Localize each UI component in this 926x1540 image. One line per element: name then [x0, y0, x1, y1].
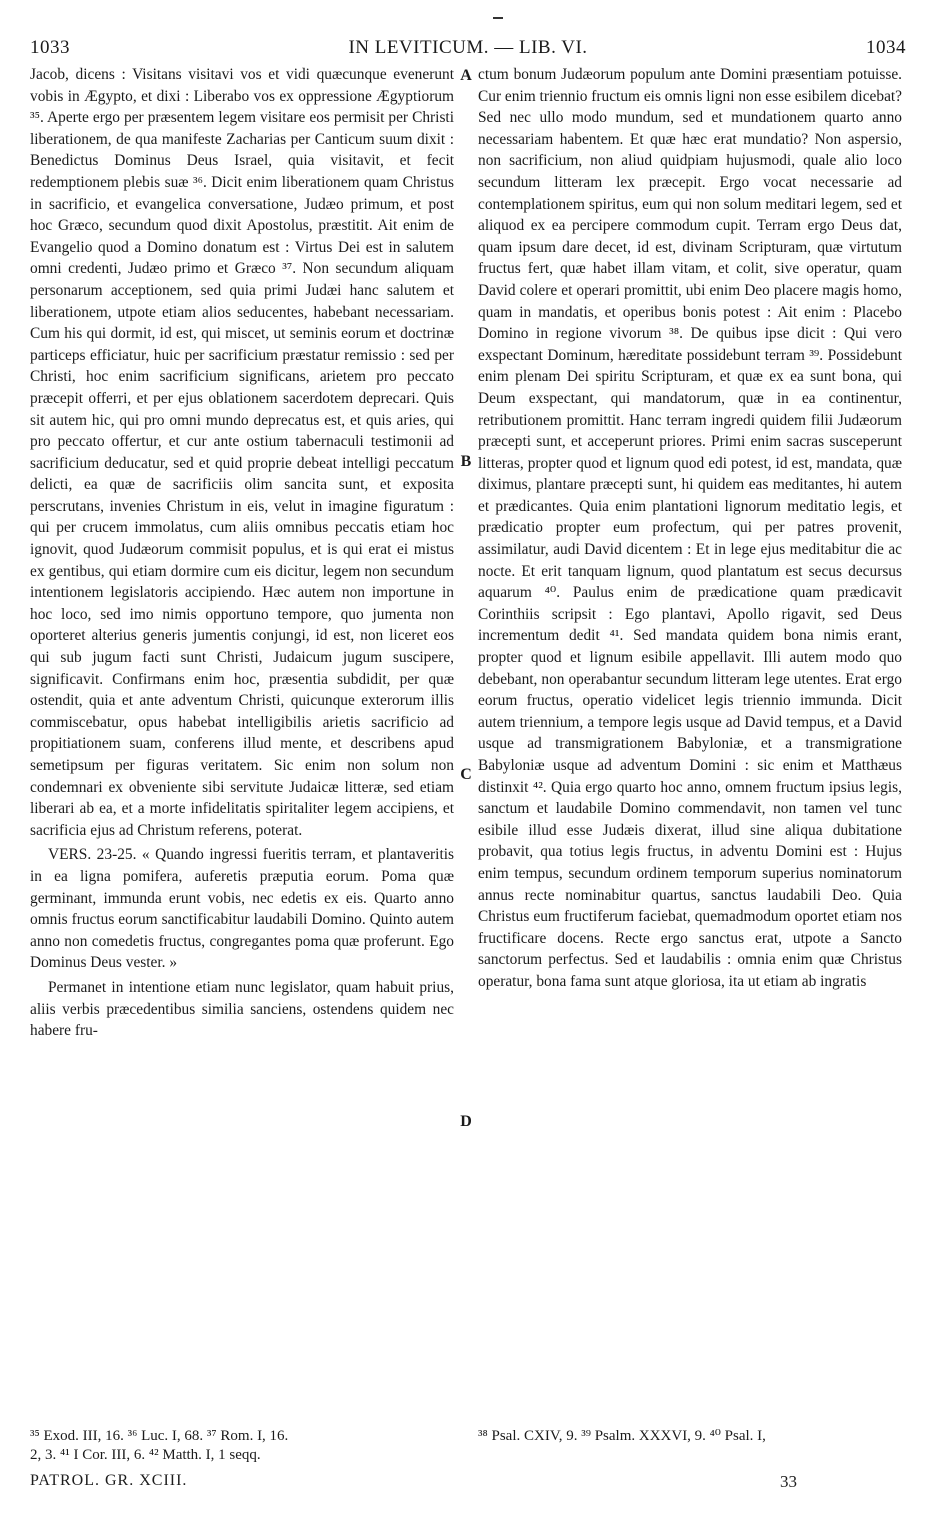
footnotes-left-line-2: 2, 3. ⁴¹ I Cor. III, 6. ⁴² Matth. I, 1 seqq. — [30, 1447, 261, 1463]
left-column — [30, 64, 454, 1404]
running-title: IN LEVITICUM. — LIB. VI. — [348, 37, 588, 58]
margin-letter-b: B — [460, 453, 472, 470]
margin-letter-d: D — [460, 1113, 472, 1130]
left-paragraph-3: Permanet in intentione etiam nunc legislator, quam habuit prius, aliis verbis præcedentibus similia sanciens, ostendens quidem nec habere fru- — [30, 978, 454, 1040]
margin-letter-c: C — [460, 766, 472, 783]
verse-paragraph: VERS. 23-25. « Quando ingressi fueritis terram, et plantaveritis in ea ligna pomifera, auferetis præputia eorum. Poma quæ germinant, immunda erunt vobis, nec edetis ex eis. Quarto anno omnis fructus eorum sanctificabitur laudabili Domino. Quinto autem anno non comedetis fructus, congregantes poma quæ proferunt. Ego Dominus Deus vester. » — [30, 846, 454, 972]
footer-sheet-number: 33 — [780, 1472, 797, 1491]
page-number-left: 1033 — [30, 37, 70, 58]
margin-letter-a: A — [460, 67, 472, 84]
right-column — [478, 64, 902, 1404]
page-number-right: 1034 — [866, 37, 906, 58]
running-header — [30, 36, 906, 60]
left-paragraph-1: Jacob, dicens : Visitans visitavi vos et vidi quæcunque evenerunt vobis in Ægypto, et dixi : Liberabo vos ex oppressione Ægyptiorum ³⁵. Aperte ergo per præsentem legem visitare eos permisit per Christi liberationem, de qua manifeste Zacharias per Canticum suum dixit : Benedictus Dominus Deus Israel, quia visitavit, et fecit redemptionem plebis suæ ³⁶. Dicit enim liberationem quam Christus in sacrificio, et evangelica conversatione, Judæo primum, et post hoc Græco, secundum quod dixit Apostolus, præstitit. Ait enim de Evangelio quod a Domino donatum est : Virtus Dei est in salutem omni credenti, Judæo primo et Græco ³⁷. Non secundum aliquam personarum acceptionem, sed quia primi Judæi hanc salutem et liberationem, utpote etiam alios seducentes, habebant necessariam. Cum his qui dormit, id est, qui miscet, ut seminis eorum et doctrinæ particeps efficiatur, huic per sacrificium præstatur remissio : sed per Christi, hoc enim sacrificium significans, arietem pro peccato præcepit offerri, et per ejus oblationem sacerdotem deprecari. Quis sit autem hic, qui pro omni mundo deprecatus est, et quis aries, qui pro peccato offertur, et cur ante ostium tabernaculi testimonii ad sacrificium deducatur, sed et quid proprie debeat intelligi peccatum delicti, ea quæ de sacrificiis olim sancita sunt, et exposita perscrutans, invenies Christum in eis, velut in imagine figuratum : qui per crucem immolatus, cum aliis omnibus peccatis etiam hoc ignovit, quod Judæorum commisit populus, et is qui erat ei mistus ex gentibus, qui etiam dormire cum eis dicitur, legem non secundum intentionem legislatoris accipiendo. Hæc autem non importune in hoc loco, sed imo nimis opportuno tempore, quo jumenta non oporteret alterius generis jumentis conjungi, id est, non liceret eos qui sub jugum facti sunt Christi, Judaicum jugum suscipere, significavit. Confirmans enim hoc, præsentia subdidit, per quæ ostendit, quia et ante adventum Christi, quicunque exterorum illis commiscebatur, opus habebat intelligibilis arietis sacrificio ad propitiationem suam, conferens illud mente, et describens apud semetipsum per figuras veritatem. Sic enim non solum non condemnari ex obveniente sibi servitute Judaicæ litteræ, sed etiam liberari ab ea, et a morte infidelitatis spiritaliter legem accipiens, et sacrificia ejus ad Christum referens, poterat. — [30, 66, 454, 839]
footnotes-left-line-1: ³⁵ Exod. III, 16. ³⁶ Luc. I, 68. ³⁷ Rom. I, 16. — [30, 1428, 289, 1444]
footnotes-right-line-1: ³⁸ Psal. CXIV, 9. ³⁹ Psalm. XXXVI, 9. ⁴⁰ Psal. I, — [478, 1428, 766, 1444]
top-mark — [493, 17, 503, 19]
right-paragraph-1: ctum bonum Judæorum populum ante Domini præsentiam potuisse. Cur enim triennio fructum eis omnis ligni non esse esibilem dicebat? Sed nec ullo modo mundum, sed et mundationem quarto anno necessariam habentem. Et quæ hæc erat mundatio? Non aspersio, non sacrificium, non aliud quidpiam hujusmodi, quale alio loco secundum litteram lex præcepit. Ergo vocat necessarie ad contemplationem spiritus, eum qui non solum meditari legem, sed et aliquod ex ea percipere commodum cupit. Terram ergo Deus dat, quam ipsum dare decet, id est, divinam Scripturam, quæ virtutum fructus fert, quæ habet illam vitam, et colit, sive operatur, quam David colere et operari promittit, ubi enim Deo placere magis homo, quam in mandatis, et operibus bonis potest : Ait enim : Placebo Domino in regione vivorum ³⁸. De quibus ipse dicit : Qui vero exspectant Dominum, hæreditate possidebunt terram ³⁹. Possidebunt enim plenam Dei spiritu Scripturam, et quæ ex ea sunt bona, qui Deum exspectant, qui mandatorum, quæ in ea continentur, retributionem promittit. Hanc terram ingredi quidem filii Judæorum præcepti sunt, et acceperunt priores. Primi enim sacras susceperunt litteras, propter quod et lignum quod edi potest, id est, mandata, quæ diximus, plantare præcepti sunt, hi quidem eas meditantes, hi autem et prædicantes. Quia enim plantationi lignorum meditatio legis, et prædicatio propter eum profectum, qui per patres provenit, assimilatur, audi David dicentem : Et in lege ejus meditabitur die ac nocte. Et erit tanquam lignum, quod plantatum est secus decursus aquarum ⁴⁰. Paulus enim de prædicatione quam prædicavit Corinthiis scripsit : Ego plantavi, Apollo rigavit, sed Deus incrementum dedit ⁴¹. Sed mandata quidem bona nimis erant, propter quod et lignum esibile appellavit. Illi autem modo quo debebant, non operabantur secundum litteram lege utentes. Erat ergo eorum fructus, operatio videlicet legis triennio immunda. Dicit autem triennium, a tempore legis usque ad David tempus, et a David usque ad transmigrationem Babyloniæ, et a transmigratione Babyloniæ usque ad adventum Domini : sic enim et Matthæus distinxit ⁴². Quia ergo quarto hoc anno, omnem fructum ipsius legis, sanctum et laudabile Domino commendavit, non tamen vel tunc esibile illud esse Judæis dixerat, illud sine aliqua dubitatione probavit, qua totius legis fructus, in adventu Domini est : Hujus enim tempus, secundum ordinem temporum superius nominatorum annus recte nominabitur quartus, sanctus laudabili Deo. Quia Christus eum fructiferum faciebat, quemadmodum oportet etiam nos fructificare docens. Recte ergo sanctus erat, utpote a Sancto sanctorum perfectus. Sed et laudabilis : omnia enim quæ Christus operatur, bona fama sunt atque gloriosa, ita ut etiam ab ingratis — [478, 66, 903, 990]
footer-signature: PATROL. GR. XCIII. — [30, 1472, 188, 1489]
